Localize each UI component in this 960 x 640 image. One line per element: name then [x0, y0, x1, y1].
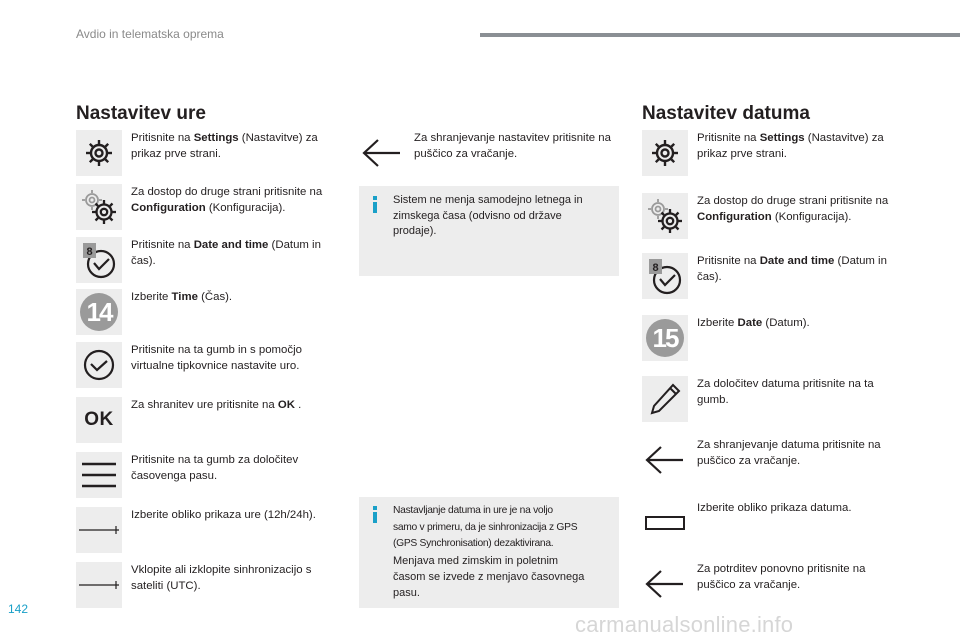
- menu-lines-icon[interactable]: [76, 452, 122, 498]
- info-icon: [373, 196, 377, 200]
- row-text: Izberite obliko prikaza datuma.: [697, 502, 852, 514]
- clock-badge-icon[interactable]: [642, 253, 688, 299]
- step-number-badge: 15: [646, 319, 684, 357]
- clock-badge-icon[interactable]: [76, 237, 122, 283]
- ok-button-icon[interactable]: OK: [76, 397, 122, 443]
- row-text: Za potrditev ponovno pritisnite na puščico za vračanje.: [697, 563, 866, 591]
- info-icon-bar: [373, 512, 377, 523]
- toggle-line-icon[interactable]: [76, 507, 122, 553]
- row-text: Pritisnite na Date and time (Datum in čas).: [697, 255, 887, 283]
- gear-icon[interactable]: [76, 130, 122, 176]
- step-number-badge: 14: [80, 293, 118, 331]
- row-text: Pritisnite na Date and time (Datum in čas).: [131, 239, 321, 267]
- row-text: Za shranitev ure pritisnite na OK .: [131, 399, 302, 411]
- clock-hands-icon[interactable]: [76, 342, 122, 388]
- row-text: Za določitev datuma pritisnite na ta gumb.: [697, 378, 874, 406]
- info-text: Nastavljanje datuma in ure je na voljo samo v primeru, da je sinhronizacija z GPS (GPS Synchronisation) dezaktivirana. Menjava med zimskim in poletnim časom se izvede z menjavo časovnega pasu.: [393, 505, 585, 599]
- header-bar: [480, 33, 960, 37]
- page-number: 142: [8, 602, 29, 616]
- back-arrow-icon[interactable]: [642, 561, 688, 607]
- info-box-dst: [359, 186, 619, 276]
- badge-number: 8: [652, 262, 659, 274]
- double-gear-icon[interactable]: [76, 184, 122, 230]
- section-title-date: Nastavitev datuma: [642, 103, 810, 124]
- info-icon-bar: [373, 202, 377, 213]
- double-gear-icon[interactable]: [642, 193, 688, 239]
- toggle-line-icon[interactable]: [76, 562, 122, 608]
- row-text: Za dostop do druge strani pritisnite na Configuration (Konfiguracija).: [697, 195, 889, 223]
- row-text: Vklopite ali izklopite sinhronizacijo s sateliti (UTC).: [131, 564, 312, 592]
- row-text: Za shranjevanje datuma pritisnite na puščico za vračanje.: [697, 439, 881, 467]
- step-number-14: [76, 289, 122, 335]
- row-text: Izberite Time (Čas).: [131, 291, 233, 303]
- row-text: Pritisnite na ta gumb za določitev časovenga pasu.: [131, 454, 299, 482]
- badge-number: 8: [86, 246, 93, 258]
- header-title: Avdio in telematska oprema: [76, 27, 224, 41]
- row-text: Pritisnite na ta gumb in s pomočjo virtualne tipkovnice nastavite uro.: [131, 344, 302, 372]
- row-text: Za dostop do druge strani pritisnite na Configuration (Konfiguracija).: [131, 186, 323, 214]
- info-icon: [373, 506, 377, 510]
- section-title-time: Nastavitev ure: [76, 103, 206, 124]
- row-text: Izberite Date (Datum).: [697, 317, 810, 329]
- watermark-text: carmanualsonline.info: [575, 612, 794, 637]
- row-text: Pritisnite na Settings (Nastavitve) za prikaz prve strani.: [697, 132, 884, 160]
- row-text: Pritisnite na Settings (Nastavitve) za prikaz prve strani.: [131, 132, 318, 160]
- step-number-15: [642, 315, 688, 361]
- back-arrow-icon[interactable]: [642, 437, 688, 483]
- gear-icon[interactable]: [642, 130, 688, 176]
- rectangle-outline-icon[interactable]: [642, 500, 688, 546]
- row-text: Izberite obliko prikaza ure (12h/24h).: [131, 509, 316, 521]
- info-box-gps: [359, 497, 619, 608]
- pencil-icon[interactable]: [642, 376, 688, 422]
- info-text: Sistem ne menja samodejno letnega in zimskega časa (odvisno od države prodaje).: [393, 194, 583, 237]
- back-arrow-icon[interactable]: [359, 130, 405, 176]
- row-text: Za shranjevanje nastavitev pritisnite na puščico za vračanje.: [414, 132, 611, 160]
